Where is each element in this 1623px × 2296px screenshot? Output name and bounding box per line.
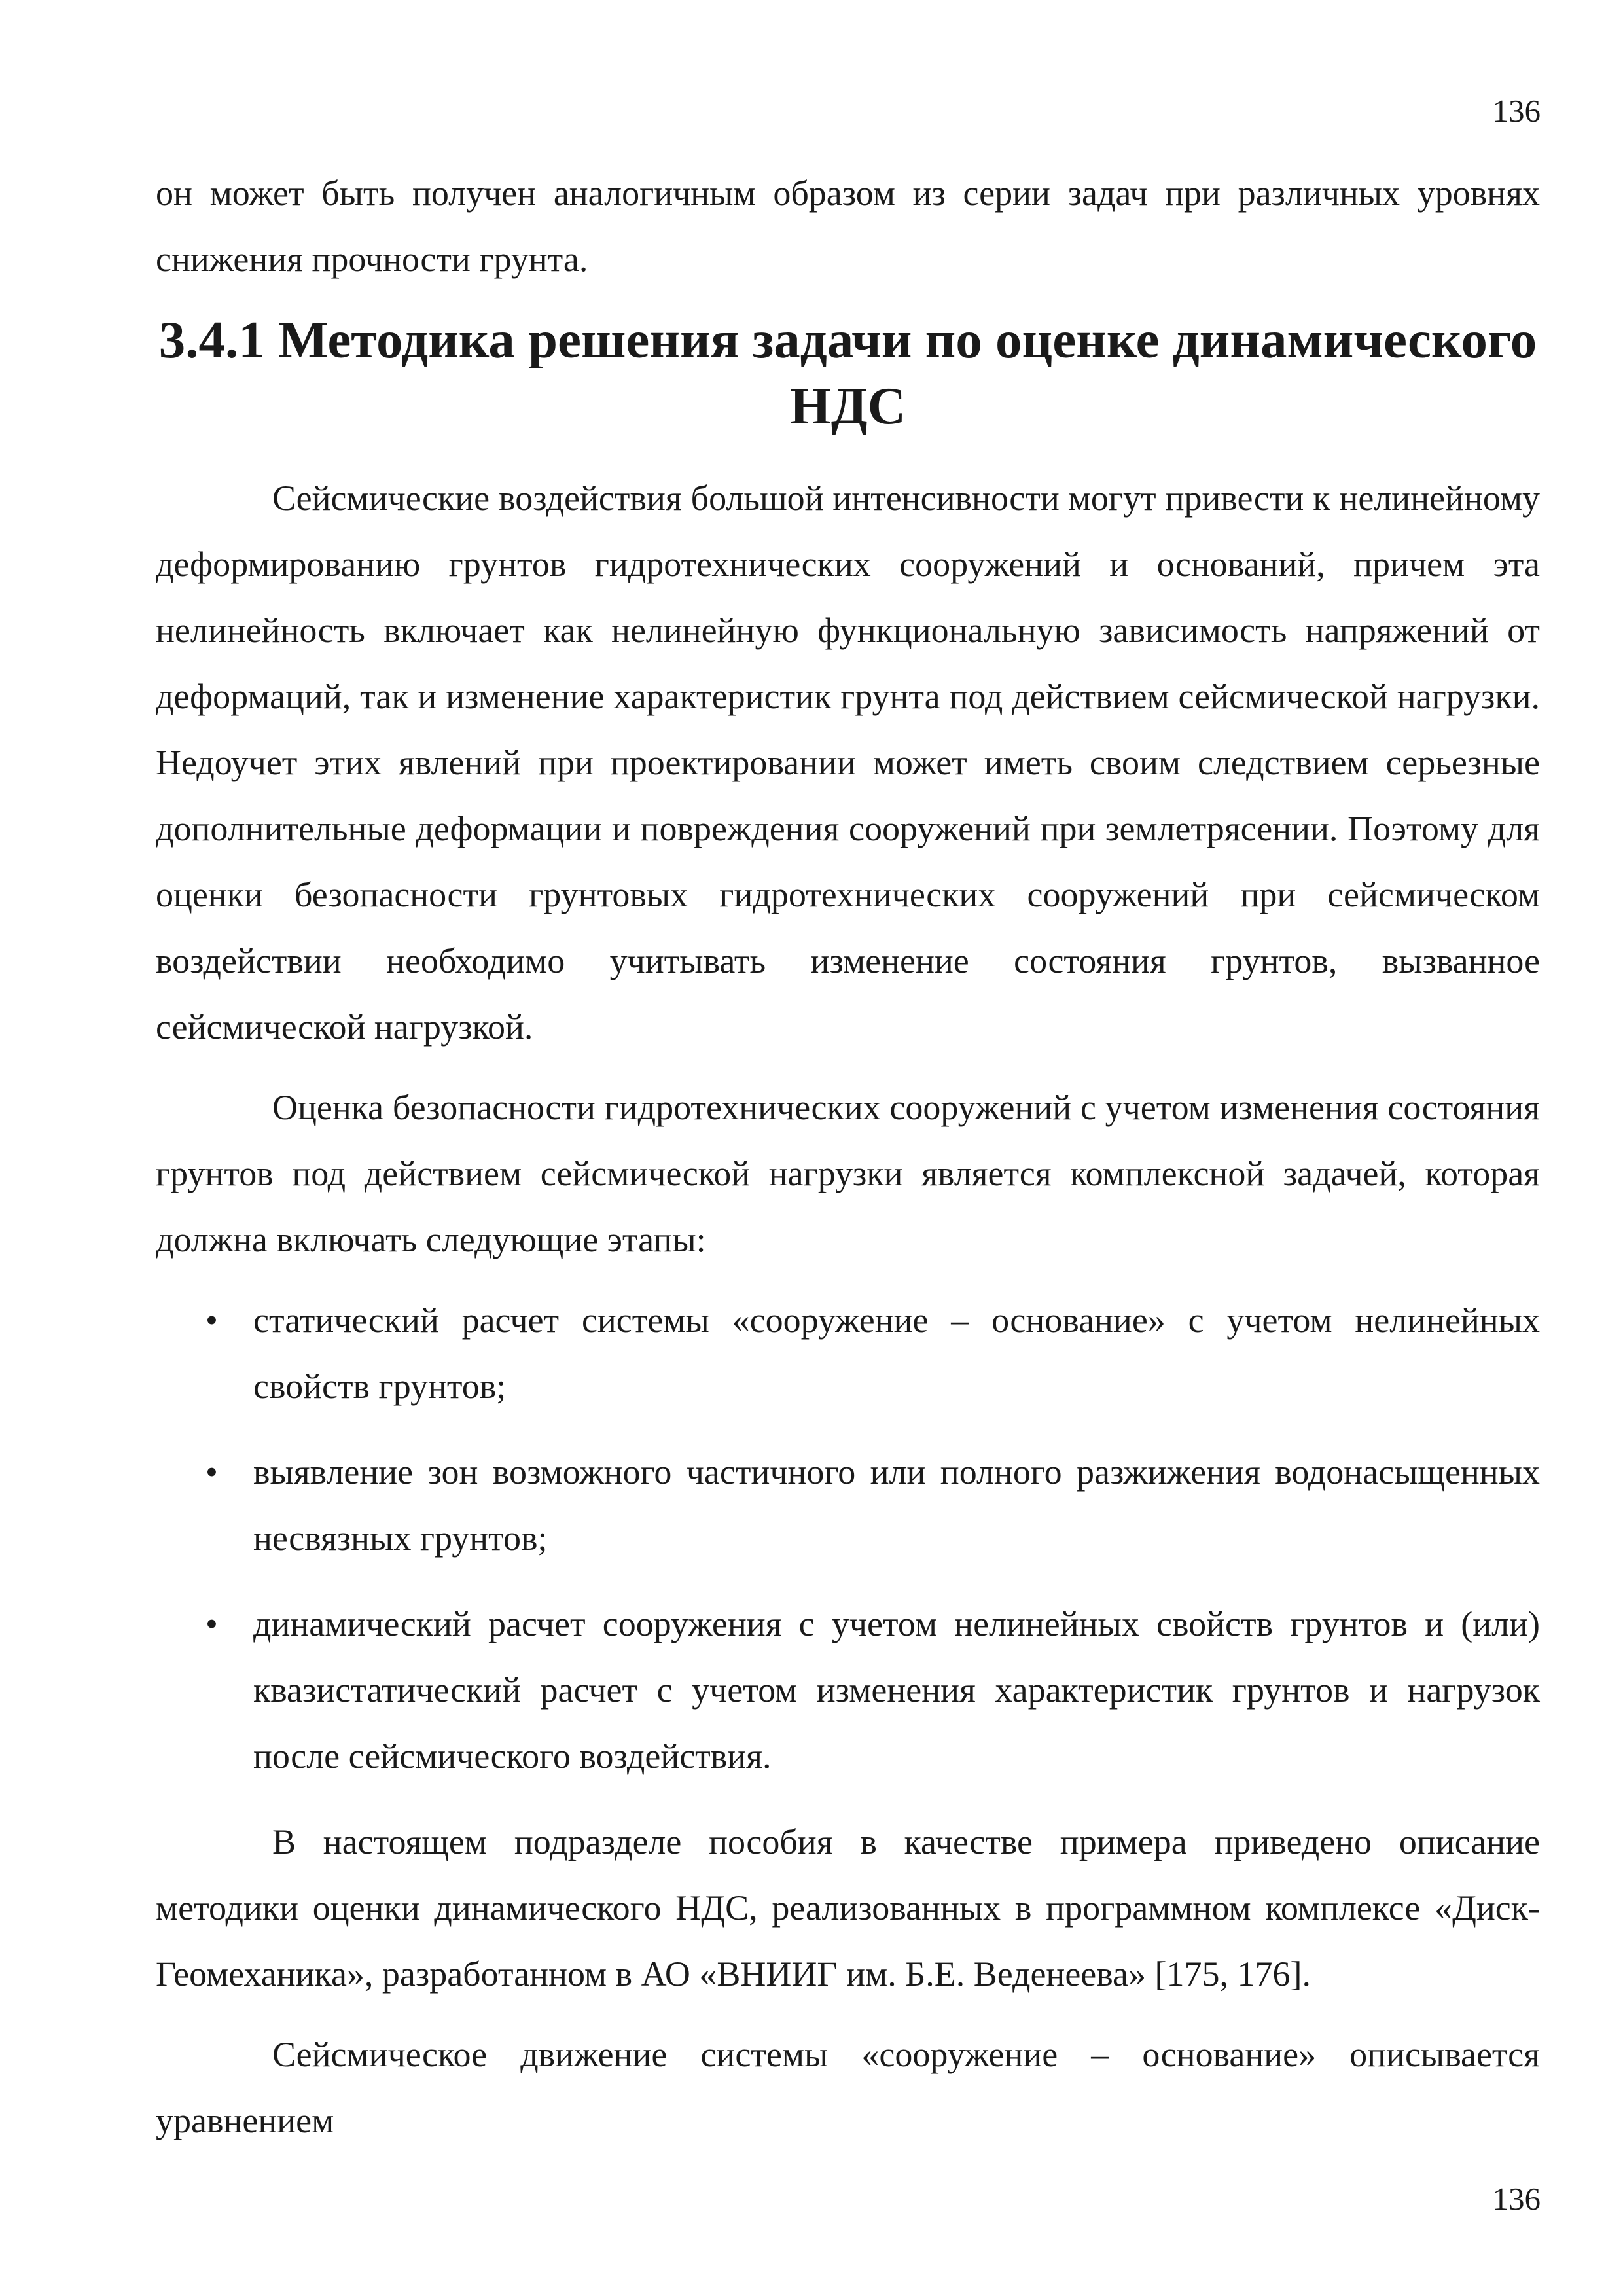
list-item — [156, 1439, 1540, 1571]
list-item-text: динамический расчет сооружения с учетом нелинейных свойств грунтов и (или) квазистатический расчет с учетом изменения характеристик грунтов и нагрузок после сейсмического воздействия. — [253, 1604, 1540, 1776]
continuation-paragraph: он может быть получен аналогичным образом из серии задач при различных уровнях снижения прочности грунта. — [156, 173, 1540, 279]
list-item — [156, 1287, 1540, 1420]
page-number-top: 136 — [1492, 93, 1541, 129]
paragraph-safety-assessment: Оценка безопасности гидротехнических сооружений с учетом изменения состояния грунтов под действием сейсмической нагрузки является комплексной задачей, которая должна включать следующие этапы: — [156, 1088, 1540, 1259]
list-item-text: статический расчет системы «сооружение – основание» с учетом нелинейных свойств грунтов; — [253, 1300, 1540, 1406]
paragraph-seismic-effects: Сейсмические воздействия большой интенсивности могут привести к нелинейному деформированию грунтов гидротехнических сооружений и оснований, причем эта нелинейность включает как нелинейную функциональную зависимость напряжений от деформаций, так и изменение характеристик грунта под действием сейсмической нагрузки. Недоучет этих явлений при проектировании может иметь своим следствием серьезные дополнительные деформации и повреждения сооружений при землетрясении. Поэтому для оценки безопасности грунтовых гидротехнических сооружений при сейсмическом воздействии необходимо учитывать изменение состояния грунтов, вызванное сейсмической нагрузкой. — [156, 478, 1540, 1047]
stages-list — [156, 1287, 1540, 1789]
bullet-icon: • — [205, 1300, 218, 1340]
paragraph-method-description: В настоящем подразделе пособия в качестве примера приведено описание методики оценки динамического НДС, реализованных в программном комплексе «Диск-Геомеханика», разработанном в АО «ВНИИГ им. Б.Е. Веденеева» [175, 176]. — [156, 1822, 1540, 1994]
bullet-icon: • — [205, 1604, 218, 1643]
list-item — [156, 1591, 1540, 1789]
page-body — [156, 160, 1540, 2154]
paragraph-equation-intro: Сейсмическое движение системы «сооружение – основание» описывается уравнением — [156, 2035, 1540, 2140]
bullet-icon: • — [205, 1452, 218, 1492]
section-heading: 3.4.1 Методика решения задачи по оценке динамического НДС — [158, 310, 1537, 435]
list-item-text: выявление зон возможного частичного или полного разжижения водонасыщенных несвязных грунтов; — [253, 1452, 1540, 1558]
page-number-bottom: 136 — [1492, 2181, 1541, 2217]
